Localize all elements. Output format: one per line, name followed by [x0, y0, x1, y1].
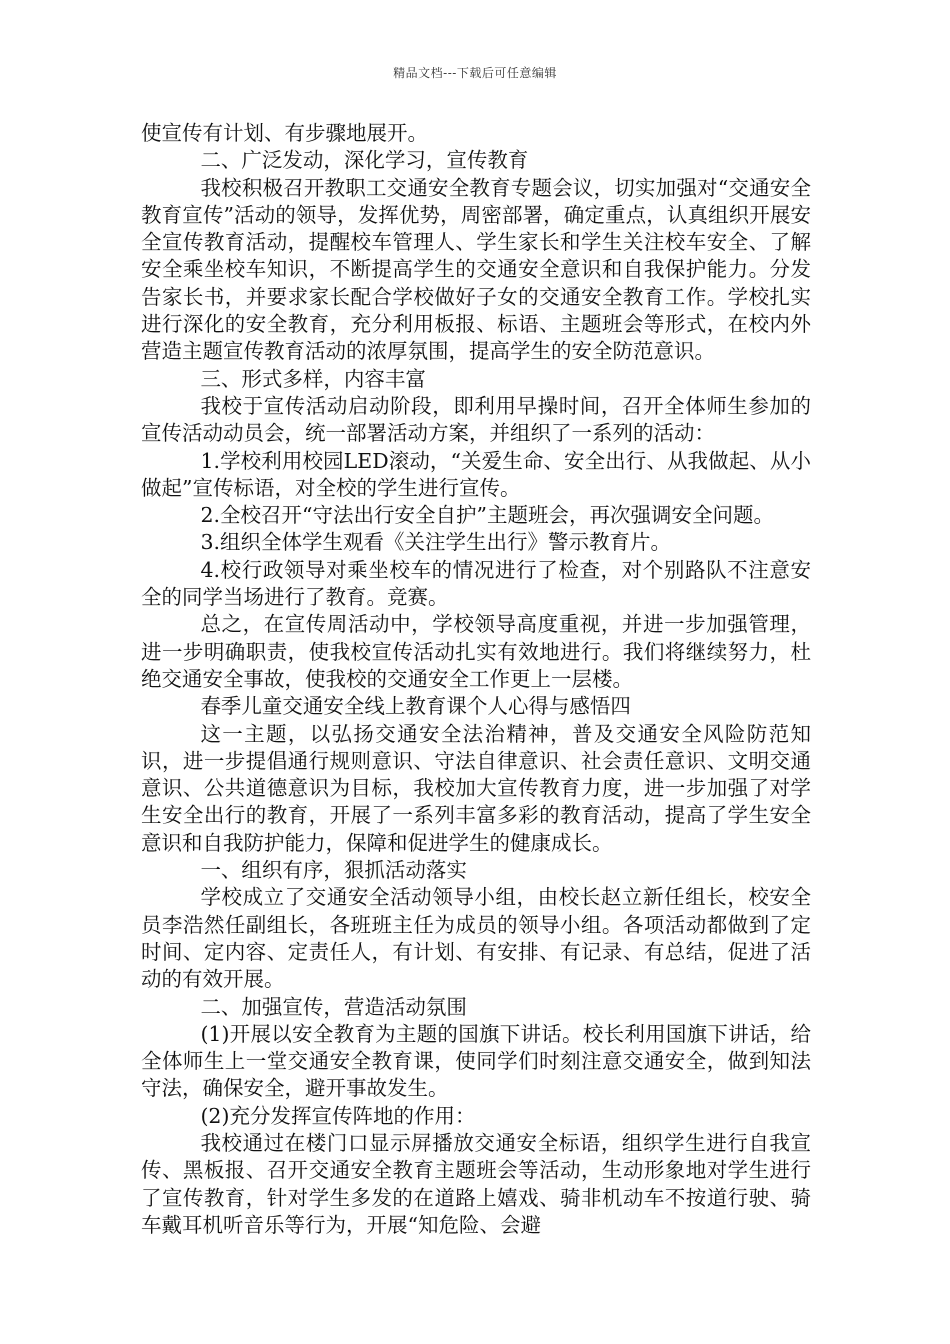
section-heading: 二、广泛发动，深化学习，宣传教育 [200, 148, 529, 173]
document-body [141, 120, 811, 1239]
section-heading: 一、组织有序，狠抓活动落实 [200, 858, 467, 883]
paragraph: 我校积极召开教职工交通安全教育专题会议，切实加强对“交通安全教育宣传”活动的领导，发挥优势，周密部署，确定重点，认真组织开展安全宣传教育活动，提醒校车管理人、学生家长和学生关注校车安全、了解安全乘坐校车知识，不断提高学生的交通安全意识和自我保护能力。分发告家长书，并要求家长配合学校做好子女的交通安全教育工作。学校扎实进行深化的安全教育，充分利用板报、标语、主题班会等形式，在校内外营造主题宣传教育活动的浓厚氛围，提高学生的安全防范意识。 [141, 175, 811, 364]
list-item: (1)开展以安全教育为主题的国旗下讲话。校长利用国旗下讲话，给全体师生上一堂交通安全教育课，使同学们时刻注意交通安全，做到知法守法，确保安全，避开事故发生。 [141, 1021, 811, 1101]
article-title: 春季儿童交通安全线上教育课个人心得与感悟四 [200, 694, 631, 719]
paragraph: 我校通过在楼门口显示屏播放交通安全标语，组织学生进行自我宣传、黑板报、召开交通安全教育主题班会等活动，生动形象地对学生进行了宣传教育，针对学生多发的在道路上嬉戏、骑非机动车不按道行驶、骑车戴耳机听音乐等行为，开展“知危险、会避 [141, 1130, 811, 1237]
section-heading: 三、形式多样，内容丰富 [200, 366, 426, 391]
section-heading: 二、加强宣传，营造活动氛围 [200, 994, 467, 1019]
list-item: 3.组织全体学生观看《关注学生出行》警示教育片。 [200, 530, 671, 555]
list-item: (2)充分发挥宣传阵地的作用： [200, 1103, 476, 1128]
paragraph: 这一主题，以弘扬交通安全法治精神，普及交通安全风险防范知识，进一步提倡通行规则意识、守法自律意识、社会责任意识、文明交通意识、公共道德意识为目标，我校加大宣传教育力度，进一步加强了对学生安全出行的教育，开展了一系列丰富多彩的教育活动，提高了学生安全意识和自我防护能力，保障和促进学生的健康成长。 [141, 721, 811, 855]
paragraph: 使宣传有计划、有步骤地展开。 [141, 121, 428, 145]
page-header: 精品文档---下载后可任意编辑 [393, 66, 557, 80]
list-item: 4.校行政领导对乘坐校车的情况进行了检查，对个别路队不注意安全的同学当场进行了教育。竞赛。 [141, 557, 811, 610]
paragraph: 学校成立了交通安全活动领导小组，由校长赵立新任组长，校安全员李浩然任副组长，各班班主任为成员的领导小组。各项活动都做到了定时间、定内容、定责任人，有计划、有安排、有记录、有总结，促进了活动的有效开展。 [141, 885, 811, 992]
list-item: 2.全校召开“守法出行安全自护”主题班会，再次强调安全问题。 [200, 503, 774, 528]
paragraph: 总之，在宣传周活动中，学校领导高度重视，并进一步加强管理，进一步明确职责，使我校宣传活动扎实有效地进行。我们将继续努力，杜绝交通安全事故，使我校的交通安全工作更上一层楼。 [141, 612, 811, 691]
list-item: 1.学校利用校园LED滚动，“关爱生命、安全出行、从我做起、从小做起”宣传标语，对全校的学生进行宣传。 [141, 448, 811, 500]
paragraph: 我校于宣传活动启动阶段，即利用早操时间，召开全体师生参加的宣传活动动员会，统一部署活动方案，并组织了一系列的活动： [141, 393, 811, 446]
